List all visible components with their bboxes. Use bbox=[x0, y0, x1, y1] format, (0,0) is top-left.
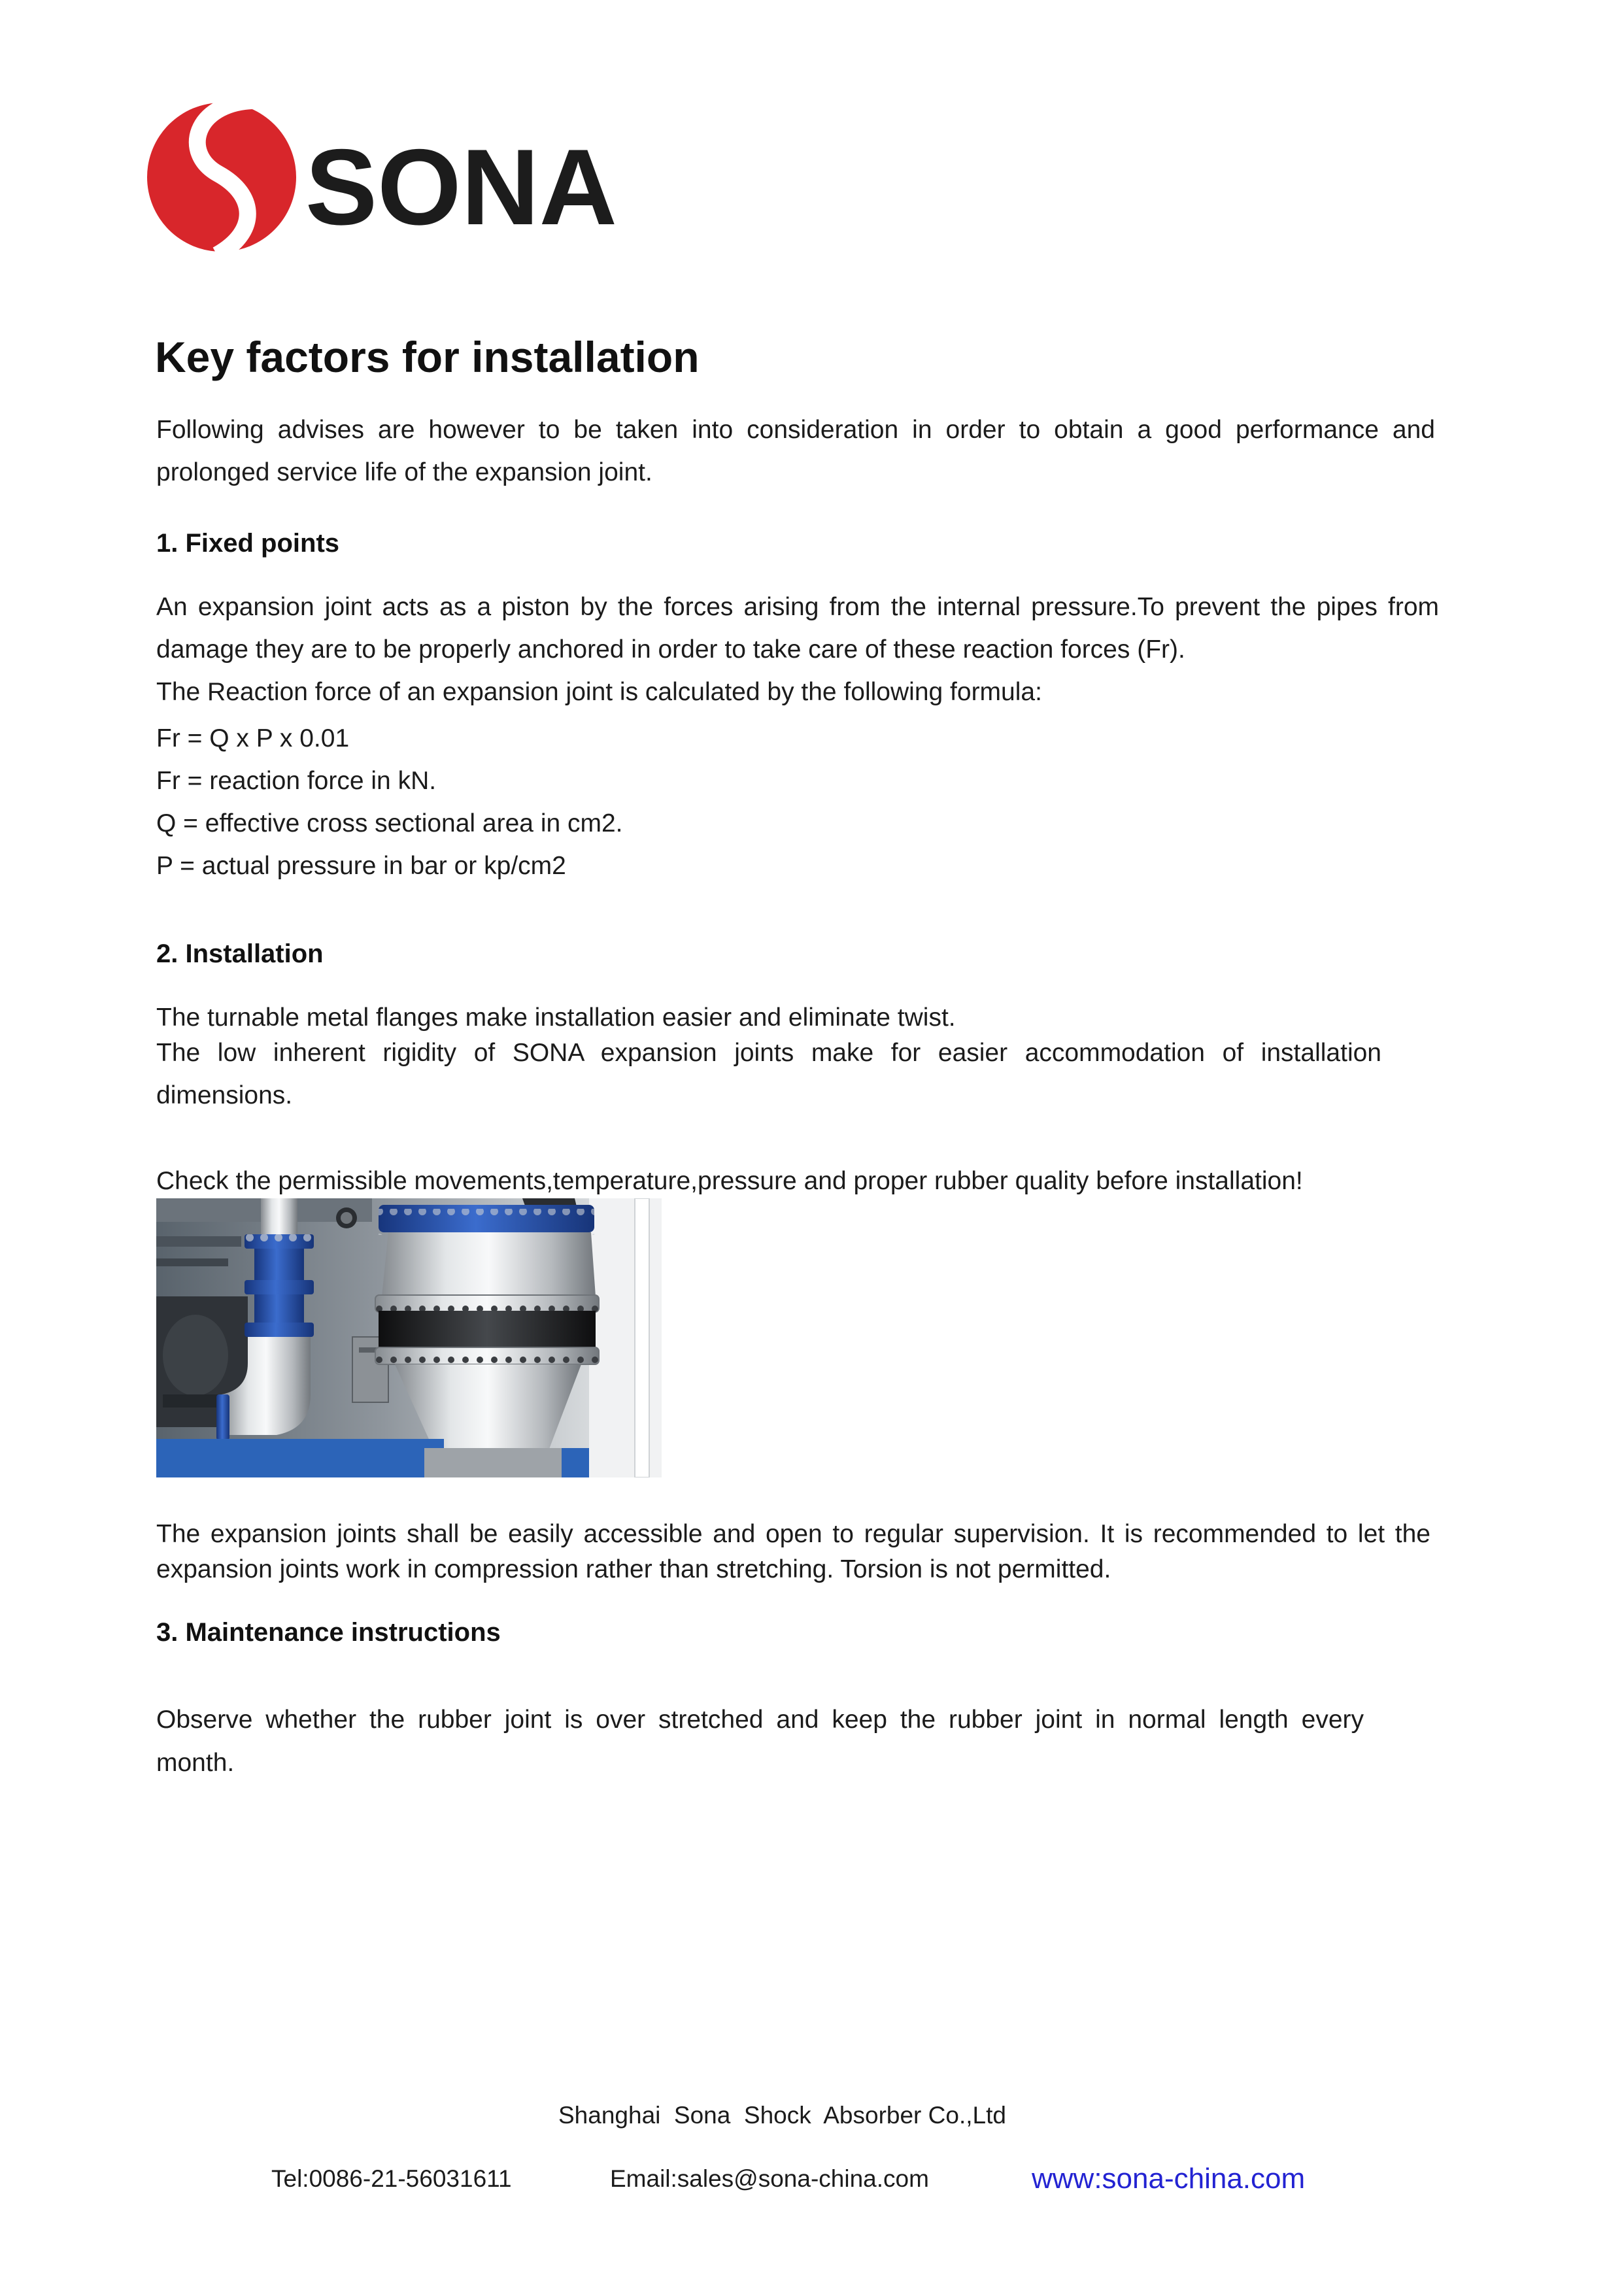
logo-mark bbox=[147, 98, 303, 255]
gauge bbox=[336, 1207, 357, 1228]
formula-line: Fr = Q x P x 0.01 bbox=[156, 724, 350, 752]
paragraph-line: The expansion joints shall be easily accessible and open to regular supervision. It is recommended to let the bbox=[156, 1520, 1430, 1548]
footer-company: Shanghai Sona Shock Absorber Co.,Ltd bbox=[558, 2102, 1006, 2129]
section-heading-installation: 2. Installation bbox=[156, 939, 324, 968]
intro-line: prolonged service life of the expansion joint. bbox=[156, 458, 652, 486]
footer-tel: Tel:0086-21-56031611 bbox=[271, 2165, 512, 2192]
section-heading-fixed-points: 1. Fixed points bbox=[156, 529, 340, 558]
paragraph-line: The low inherent rigidity of SONA expansion joints make for easier accommodation of installation bbox=[156, 1039, 1381, 1067]
formula-line: P = actual pressure in bar or kp/cm2 bbox=[156, 852, 566, 880]
paragraph-line: expansion joints work in compression rather than stretching. Torsion is not permitted. bbox=[156, 1555, 1111, 1583]
rubber-bellow bbox=[379, 1311, 596, 1349]
paragraph-line: An expansion joint acts as a piston by the forces arising from the internal pressure.To prevent the pipes from bbox=[156, 593, 1439, 621]
white-wall bbox=[589, 1198, 662, 1477]
paragraph-line: month. bbox=[156, 1749, 235, 1777]
section-heading-maintenance: 3. Maintenance instructions bbox=[156, 1618, 501, 1647]
logo-wordmark: SONA bbox=[305, 127, 617, 247]
footer-email[interactable]: Email:sales@sona-china.com bbox=[610, 2165, 929, 2192]
paragraph-line: damage they are to be properly anchored in order to take care of these reaction forces (Fr). bbox=[156, 635, 1185, 664]
paragraph-line: The Reaction force of an expansion joint is calculated by the following formula: bbox=[156, 678, 1042, 706]
intro-line: Following advises are however to be taken into consideration in order to obtain a good performance and bbox=[156, 416, 1435, 444]
sona-logo bbox=[146, 98, 620, 258]
footer-website[interactable]: www:sona-china.com bbox=[1032, 2163, 1306, 2195]
paragraph-line: The turnable metal flanges make installation easier and eliminate twist. bbox=[156, 1004, 956, 1032]
paragraph-line: dimensions. bbox=[156, 1081, 293, 1109]
formula-line: Q = effective cross sectional area in cm2. bbox=[156, 809, 623, 837]
installation-photo bbox=[156, 1198, 662, 1477]
formula-line: Fr = reaction force in kN. bbox=[156, 767, 437, 795]
paragraph-line: Observe whether the rubber joint is over stretched and keep the rubber joint in normal length every bbox=[156, 1706, 1364, 1734]
installation-note: Check the permissible movements,temperature,pressure and proper rubber quality before installation! bbox=[156, 1167, 1303, 1195]
page-title: Key factors for installation bbox=[155, 333, 700, 381]
